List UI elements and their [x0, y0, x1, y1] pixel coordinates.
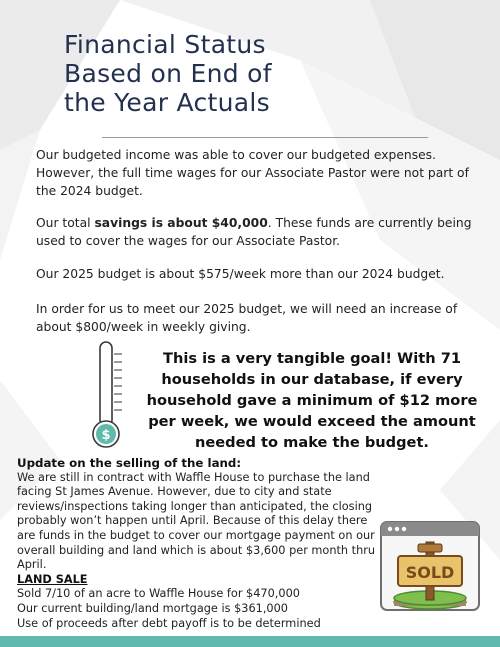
land-sale-line: Our current building/land mortgage is $361,000	[17, 601, 288, 615]
land-sale-heading: LAND SALE	[17, 572, 88, 586]
sold-sign-icon	[378, 518, 482, 614]
update-line: probably won’t happen until April. Because of this delay there	[17, 514, 368, 528]
goal-line: needed to make the budget.	[195, 434, 429, 451]
update-heading: Update on the selling of the land:	[17, 456, 242, 470]
thermometer-dollar-icon	[92, 340, 128, 450]
paragraph-line: However, the full time wages for our Associate Pastor were not part of	[36, 166, 469, 180]
update-line: We are still in contract with Waffle House to purchase the land	[17, 470, 370, 484]
title-divider	[102, 137, 428, 138]
paragraph-line: about $800/week in weekly giving.	[36, 320, 251, 334]
goal-line: household gave a minimum of $12 more	[146, 392, 478, 409]
thermometer-dollar-symbol: $	[101, 428, 111, 443]
title-line: Based on End of	[64, 59, 272, 88]
budget-comparison-paragraph	[36, 265, 476, 283]
update-line: overall building and land which is about $3,600 per month thru	[17, 543, 376, 557]
title-line: the Year Actuals	[64, 88, 270, 117]
land-sale-update	[17, 456, 377, 631]
paragraph-line: the 2024 budget.	[36, 184, 143, 198]
paragraph-line: Our budgeted income was able to cover our budgeted expenses.	[36, 148, 436, 162]
title-line: Financial Status	[64, 30, 266, 59]
goal-line: households in our database, if every	[161, 371, 463, 388]
footer-bar	[0, 636, 500, 647]
goal-line: per week, we would exceed the amount	[148, 413, 476, 430]
giving-increase-paragraph	[36, 300, 476, 336]
land-sale-line: Sold 7/10 of an acre to Waffle House for $470,000	[17, 587, 300, 601]
paragraph-line: used to cover the wages for our Associate Pastor.	[36, 234, 341, 248]
goal-callout	[136, 348, 488, 453]
update-line: are funds in the budget to cover our mortgage payment on our	[17, 528, 375, 542]
savings-suffix: . These funds are currently being	[267, 216, 472, 230]
budget-income-paragraph	[36, 146, 476, 200]
page-title	[64, 30, 394, 117]
update-line: April.	[17, 558, 47, 572]
sold-sign-text: SOLD	[405, 563, 455, 582]
land-sale-line: Use of proceeds after debt payoff is to be determined	[17, 616, 321, 630]
savings-prefix: Our total	[36, 216, 95, 230]
paragraph-line: In order for us to meet our 2025 budget, we will need an increase of	[36, 302, 458, 316]
savings-paragraph	[36, 214, 476, 250]
paragraph-line: Our 2025 budget is about $575/week more than our 2024 budget.	[36, 267, 445, 281]
goal-line: This is a very tangible goal! With 71	[162, 350, 462, 367]
update-line: reviews/inspections taking longer than anticipated, the closing	[17, 499, 373, 513]
savings-amount: savings is about $40,000	[94, 216, 268, 230]
update-line: facing St James Avenue. However, due to city and state	[17, 485, 332, 499]
